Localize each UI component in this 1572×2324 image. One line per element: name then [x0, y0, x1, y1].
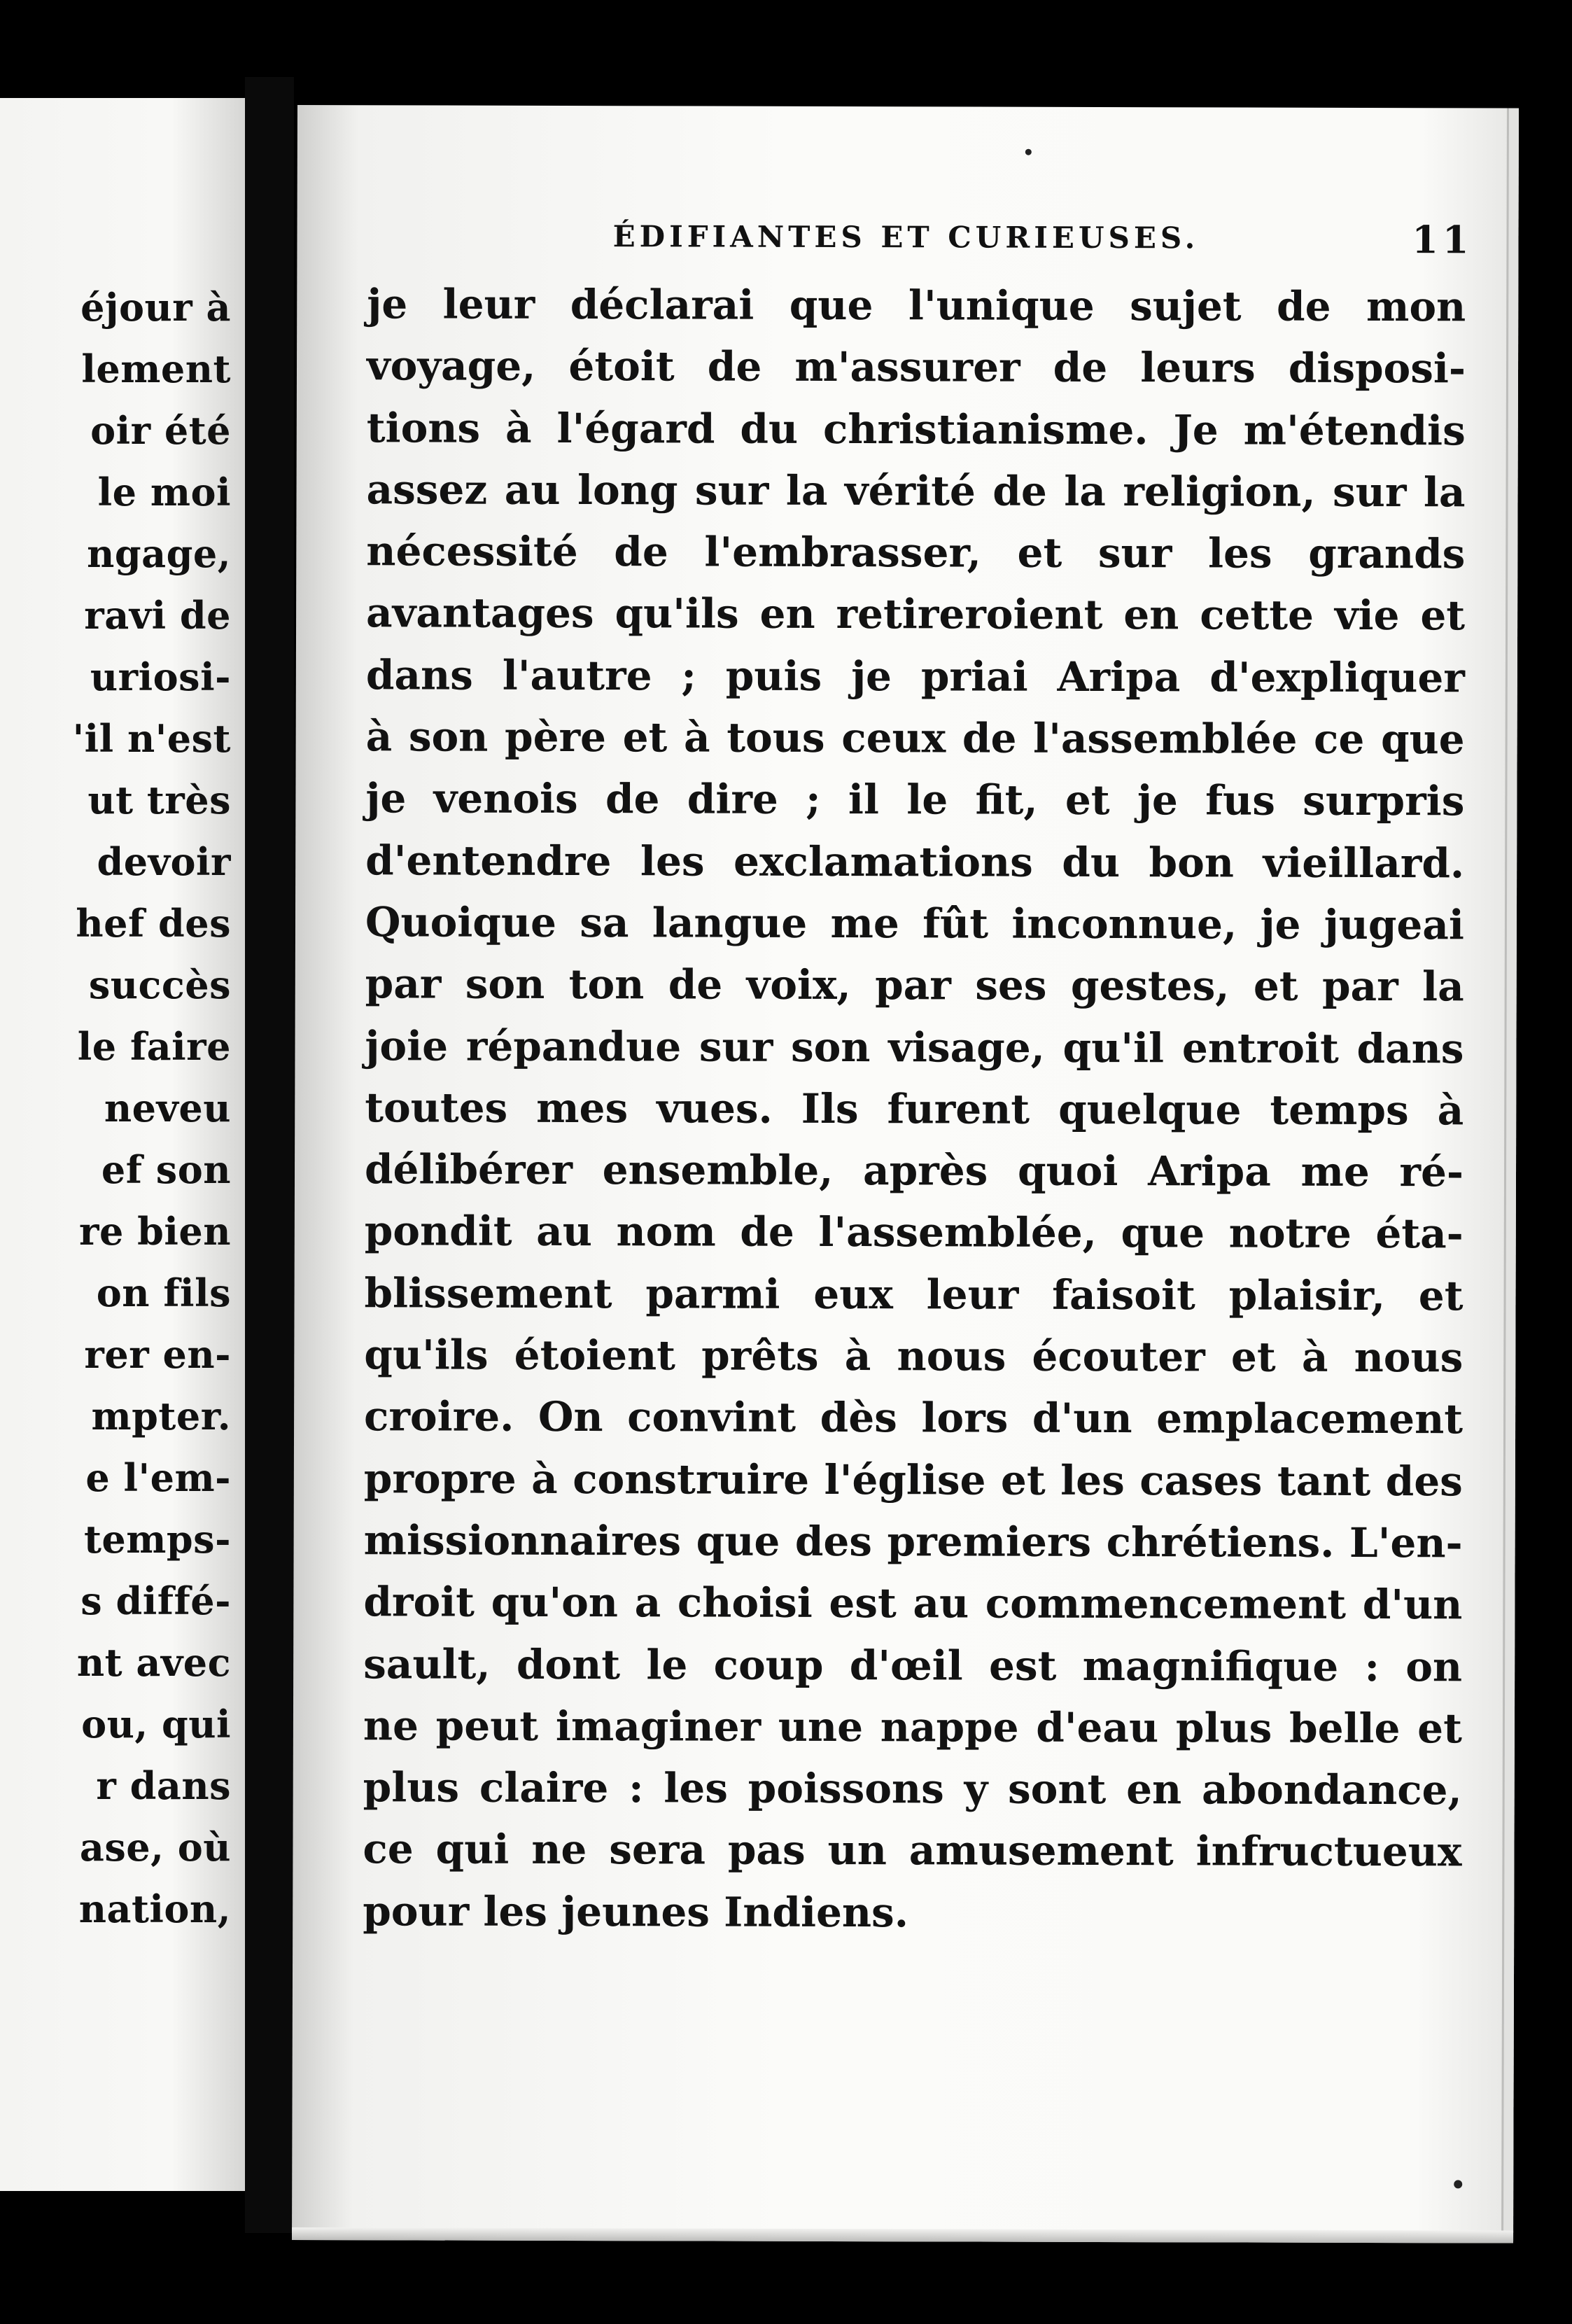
left-line: on fils [96, 1270, 231, 1315]
running-head [556, 217, 1473, 262]
text-line: propre à construire l'église et les cases tant des [363, 1454, 1463, 1506]
left-line: nt avec [76, 1640, 231, 1685]
running-title: ÉDIFIANTES ET CURIEUSES. [612, 219, 1200, 255]
left-line: oir été [90, 408, 231, 453]
left-line: hef des [76, 901, 231, 946]
book-gutter [245, 77, 294, 2233]
left-line: ravi de [84, 593, 231, 638]
left-line: le faire [77, 1024, 231, 1069]
left-line: ngage, [87, 531, 231, 576]
left-line: rer en- [84, 1332, 231, 1377]
page-edge [1501, 108, 1519, 2244]
left-page-fragment [0, 98, 245, 2191]
ink-speck [1025, 149, 1032, 155]
left-page-text [73, 276, 231, 1940]
text-line: avantages qu'ils en retireroient en cette vie et [366, 589, 1466, 640]
text-line: ne peut imaginer une nappe d'eau plus belle et [363, 1702, 1463, 1753]
text-line: missionnaires que des premiers chrétiens. L'en- [363, 1516, 1463, 1567]
text-line: ce qui ne sera pas un amusement infructueux [363, 1825, 1462, 1876]
text-line: assez au long sur la vérité de la religion, sur la [366, 465, 1466, 517]
text-line: délibérer ensemble, après quoi Aripa me ré- [364, 1145, 1464, 1196]
text-line: droit qu'on a choisi est au commencement d'un [363, 1578, 1463, 1629]
text-line: d'entendre les exclamations du bon vieillard. [365, 836, 1465, 888]
text-line: sault, dont le coup d'œil est magnifique : on [363, 1639, 1463, 1690]
right-page [292, 105, 1519, 2244]
text-line: plus claire : les poissons y sont en abondance, [363, 1763, 1462, 1814]
left-line: neveu [104, 1086, 231, 1130]
text-line: je leur déclarai que l'unique sujet de mon [367, 280, 1466, 331]
left-line: uriosi- [90, 654, 231, 699]
left-line: ef son [101, 1147, 231, 1192]
text-line: voyage, étoit de m'assurer de leurs disposi- [366, 342, 1466, 393]
text-line: croire. On convint dès lors d'un emplacement [364, 1392, 1464, 1443]
left-line: s diffé- [80, 1578, 231, 1623]
left-line: re bien [79, 1209, 231, 1254]
left-line: temps- [83, 1517, 231, 1562]
left-line: nation, [78, 1886, 231, 1931]
text-line: tions à l'égard du christianisme. Je m'étendis [366, 403, 1466, 454]
left-line: 'il n'est [72, 716, 231, 761]
text-line: toutes mes vues. Ils furent quelque temps à [365, 1084, 1464, 1135]
left-line: r dans [96, 1763, 231, 1808]
text-line: pour les jeunes Indiens. [363, 1886, 909, 1937]
left-line: succès [88, 962, 231, 1007]
left-line: le moi [97, 470, 231, 514]
page-bottom-edge [292, 2227, 1513, 2244]
text-line: à son père et à tous ceux de l'assemblée ce que [365, 713, 1465, 764]
text-line: blissement parmi eux leur faisoit plaisir, et [364, 1269, 1464, 1320]
left-line: éjour à [80, 285, 231, 330]
left-line: e l'em- [85, 1455, 231, 1500]
left-line: ase, où [79, 1825, 231, 1870]
text-line: qu'ils étoient prêts à nous écouter et à nous [364, 1331, 1464, 1382]
text-line: Quoique sa langue me fût inconnue, je jugeai [365, 898, 1465, 949]
text-line: par son ton de voix, par ses gestes, et par la [365, 960, 1464, 1011]
left-line: devoir [97, 839, 231, 884]
left-line: ou, qui [81, 1702, 231, 1746]
text-line: dans l'autre ; puis je priai Aripa d'expliquer [365, 651, 1465, 702]
page-number: 11 [1412, 217, 1473, 262]
text-line: je venois de dire ; il le fit, et je fus surpris [365, 774, 1465, 825]
text-line: nécessité de l'embrasser, et sur les grands [366, 527, 1466, 578]
text-line: pondit au nom de l'assemblée, que notre éta- [364, 1207, 1464, 1258]
left-line: mpter. [91, 1394, 231, 1438]
ink-speck [1454, 2180, 1462, 2188]
body-text [363, 273, 1466, 1945]
left-line: lement [81, 346, 231, 391]
left-line: ut très [87, 778, 231, 822]
text-line: joie répandue sur son visage, qu'il entroit dans [365, 1021, 1464, 1072]
